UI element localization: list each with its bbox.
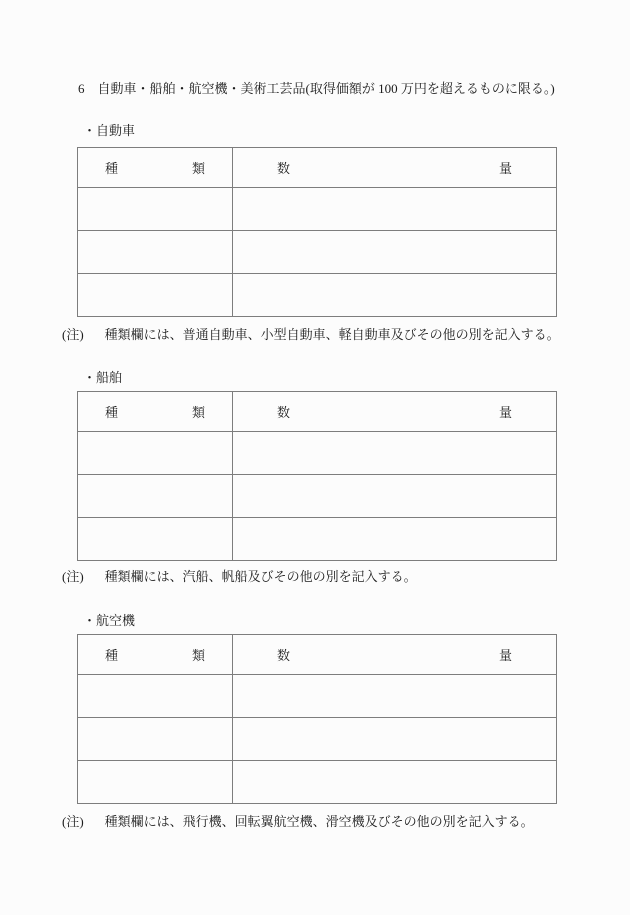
table-row	[78, 274, 557, 317]
kind-cell	[78, 231, 233, 274]
quantity-cell	[233, 675, 557, 718]
note-ship	[62, 570, 417, 584]
quantity-header-left: 数	[277, 648, 291, 663]
kind-cell	[78, 274, 233, 317]
note-automobile	[62, 328, 560, 342]
table-header-row	[78, 635, 557, 675]
kind-header-right: 類	[191, 405, 205, 420]
table-row	[78, 718, 557, 761]
table-row	[78, 518, 557, 561]
quantity-cell	[233, 231, 557, 274]
quantity-cell	[233, 475, 557, 518]
note-aircraft	[62, 815, 534, 829]
kind-cell	[78, 188, 233, 231]
kind-cell	[78, 761, 233, 804]
note-label: (注)	[62, 569, 84, 584]
kind-cell	[78, 432, 233, 475]
quantity-cell	[233, 188, 557, 231]
kind-header-left: 種	[105, 405, 119, 420]
automobile-table	[77, 147, 557, 317]
quantity-header-right: 量	[498, 648, 512, 663]
quantity-header-cell	[233, 148, 557, 188]
note-text: 種類欄には、飛行機、回転翼航空機、滑空機及びその他の別を記入する。	[104, 814, 534, 829]
kind-header-left: 種	[105, 161, 119, 176]
quantity-cell	[233, 518, 557, 561]
quantity-cell	[233, 718, 557, 761]
note-text: 種類欄には、普通自動車、小型自動車、軽自動車及びその他の別を記入する。	[104, 327, 560, 342]
table-row	[78, 761, 557, 804]
table-header-row	[78, 148, 557, 188]
table-row	[78, 188, 557, 231]
kind-header-right: 類	[191, 161, 205, 176]
kind-header-left: 種	[105, 648, 119, 663]
quantity-cell	[233, 761, 557, 804]
quantity-header-cell	[233, 392, 557, 432]
table-row	[78, 432, 557, 475]
kind-cell	[78, 675, 233, 718]
note-label: (注)	[62, 814, 84, 829]
quantity-header-left: 数	[277, 161, 291, 176]
section-heading-automobile: ・自動車	[83, 123, 136, 138]
section-heading-ship: ・船舶	[83, 370, 123, 385]
note-label: (注)	[62, 327, 84, 342]
kind-cell	[78, 475, 233, 518]
kind-header-cell	[78, 392, 233, 432]
aircraft-table	[77, 634, 557, 804]
kind-header-cell	[78, 635, 233, 675]
kind-cell	[78, 718, 233, 761]
quantity-cell	[233, 274, 557, 317]
page-title: 6 自動車・船舶・航空機・美術工芸品(取得価額が 100 万円を超えるものに限る。)	[78, 81, 555, 96]
table-row	[78, 231, 557, 274]
table-row	[78, 475, 557, 518]
ship-table	[77, 391, 557, 561]
quantity-header-right: 量	[498, 161, 512, 176]
quantity-header-right: 量	[498, 405, 512, 420]
table-row	[78, 675, 557, 718]
section-heading-aircraft: ・航空機	[83, 613, 136, 628]
kind-header-right: 類	[191, 648, 205, 663]
quantity-cell	[233, 432, 557, 475]
quantity-header-cell	[233, 635, 557, 675]
quantity-header-left: 数	[277, 405, 291, 420]
kind-header-cell	[78, 148, 233, 188]
kind-cell	[78, 518, 233, 561]
note-text: 種類欄には、汽船、帆船及びその他の別を記入する。	[104, 569, 417, 584]
table-header-row	[78, 392, 557, 432]
